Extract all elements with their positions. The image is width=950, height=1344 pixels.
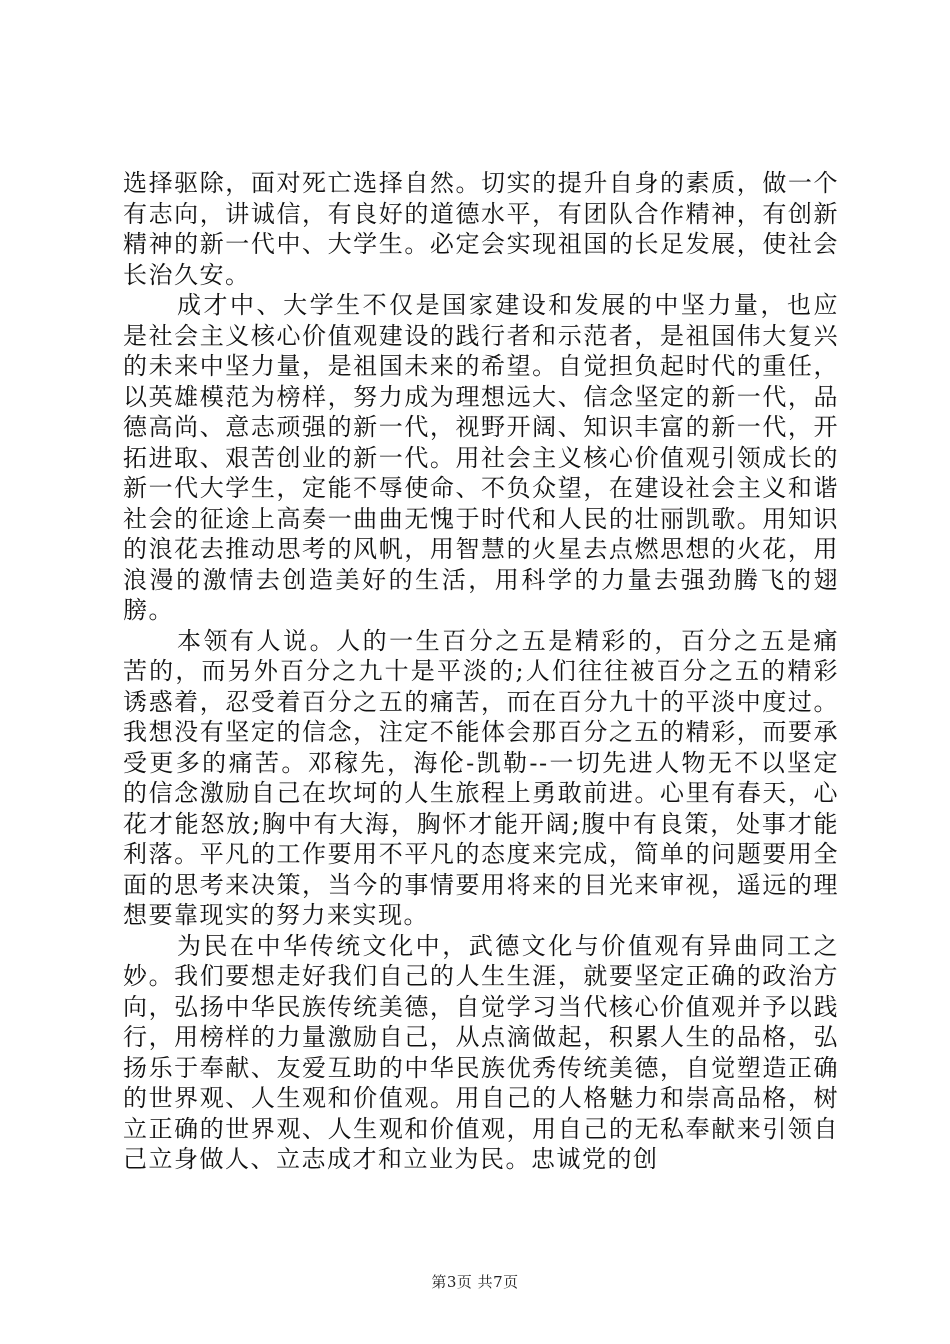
document-body <box>123 168 839 1175</box>
paragraph-1: 选择驱除，面对死亡选择自然。切实的提升自身的素质，做一个有志向，讲诚信，有良好的道德水平，有团队合作精神，有创新精神的新一代中、大学生。必定会实现祖国的长足发展，使社会长治久安。 <box>123 169 839 289</box>
paragraph-2: 成才中、大学生不仅是国家建设和发展的中坚力量，也应是社会主义核心价值观建设的践行者和示范者，是祖国伟大复兴的未来中坚力量，是祖国未来的希望。自觉担负起时代的重任，以英雄模范为榜样，努力成为理想远大、信念坚定的新一代，品德高尚、意志顽强的新一代，视野开阔、知识丰富的新一代，开拓进取、艰苦创业的新一代。用社会主义核心价值观引领成长的新一代大学生，定能不辱使命、不负众望，在建设社会主义和谐社会的征途上高奏一曲曲无愧于时代和人民的壮丽凯歌。用知识的浪花去推动思考的风帆，用智慧的火星去点燃思想的火花，用浪漫的激情去创造美好的生活，用科学的力量去强劲腾飞的翅膀。 <box>123 291 839 624</box>
page-number-footer: 第3页 共7页 <box>431 1273 519 1291</box>
paragraph-3: 本领有人说。人的一生百分之五是精彩的，百分之五是痛苦的，而另外百分之九十是平淡的;人们往往被百分之五的精彩诱惑着，忍受着百分之五的痛苦，而在百分九十的平淡中度过。我想没有坚定的信念，注定不能体会那百分之五的精彩，而要承受更多的痛苦。邓稼先，海伦-凯勒--一切先进人物无不以坚定的信念激励自己在坎坷的人生旅程上勇敢前进。心里有春天，心花才能怒放;胸中有大海，胸怀才能开阔;腹中有良策，处事才能利落。平凡的工作要用不平凡的态度来完成，简单的问题要用全面的思考来决策，当今的事情要用将来的目光来审视，遥远的理想要靠现实的努力来实现。 <box>123 626 839 929</box>
paragraph-4: 为民在中华传统文化中，武德文化与价值观有异曲同工之妙。我们要想走好我们自己的人生生涯，就要坚定正确的政治方向，弘扬中华民族传统美德，自觉学习当代核心价值观并予以践行，用榜样的力量激励自己，从点滴做起，积累人生的品格，弘扬乐于奉献、友爱互助的中华民族优秀传统美德，自觉塑造正确的世界观、人生观和价值观。用自己的人格魅力和崇高品格，树立正确的世界观、人生观和价值观，用自己的无私奉献来引领自己立身做人、立志成才和立业为民。忠诚党的创 <box>123 931 839 1173</box>
